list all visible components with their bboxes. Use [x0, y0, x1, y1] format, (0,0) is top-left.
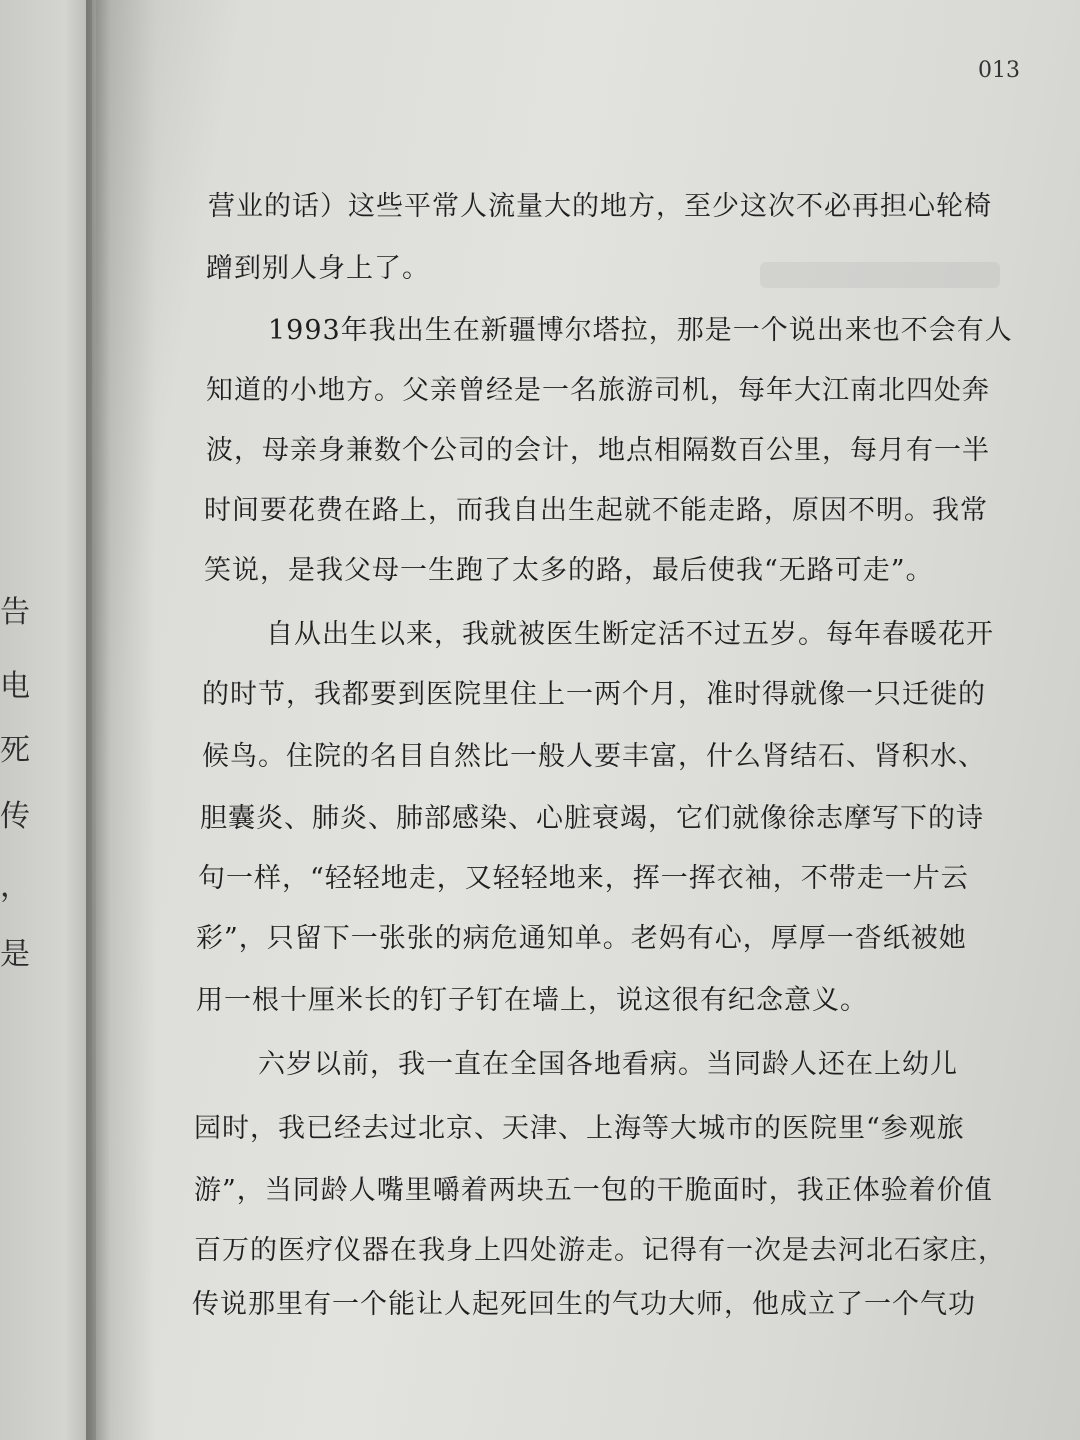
- text-line: 句一样，“轻轻地走，又轻轻地来，挥一挥衣袖，不带走一片云: [198, 863, 969, 894]
- text-line: 传说那里有一个能让人起死回生的气功大师，他成立了一个气功: [192, 1289, 976, 1320]
- left-page-fragment: 传: [0, 799, 30, 834]
- left-page-fragment: ，: [0, 869, 30, 904]
- text-line: 时间要花费在路上，而我自出生起就不能走路，原因不明。我常: [204, 495, 988, 526]
- text-line: 的时节，我都要到医院里住上一两个月，准时得就像一只迁徙的: [202, 679, 986, 710]
- left-page-fragment: 是: [0, 937, 30, 972]
- page-gutter-shadow: [86, 0, 156, 1440]
- paragraph-first-line: 六岁以前，我一直在全国各地看病。当同龄人还在上幼儿: [258, 1049, 958, 1080]
- paragraph-first-line: 1993年我出生在新疆博尔塔拉，那是一个说出来也不会有人: [268, 315, 1013, 346]
- text-line: 彩”，只留下一张张的病危通知单。老妈有心，厚厚一沓纸被她: [196, 923, 967, 954]
- text-line: 用一根十厘米长的钉子钉在墙上，说这很有纪念意义。: [196, 985, 868, 1016]
- text-line: 候鸟。住院的名目自然比一般人要丰富，什么肾结石、肾积水、: [202, 741, 986, 772]
- text-line: 百万的医疗仪器在我身上四处游走。记得有一次是去河北石家庄，: [194, 1235, 1006, 1266]
- text-line: 知道的小地方。父亲曾经是一名旅游司机，每年大江南北四处奔: [206, 375, 990, 406]
- text-line: 蹭到别人身上了。: [206, 253, 430, 284]
- text-line: 波，母亲身兼数个公司的会计，地点相隔数百公里，每月有一半: [206, 435, 990, 466]
- left-page-fragment: 电: [0, 669, 30, 704]
- left-page-fragment: 告: [0, 595, 30, 630]
- text-line: 游”，当同龄人嘴里嚼着两块五一包的干脆面时，我正体验着价值: [194, 1175, 993, 1206]
- left-page: [0, 0, 92, 1440]
- text-line: 园时，我已经去过北京、天津、上海等大城市的医院里“参观旅: [194, 1113, 965, 1144]
- text-line: 胆囊炎、肺炎、肺部感染、心脏衰竭，它们就像徐志摩写下的诗: [200, 803, 984, 834]
- paper-bleed-through: [760, 262, 1000, 288]
- text-line: 营业的话）这些平常人流量大的地方，至少这次不必再担心轮椅: [208, 191, 992, 222]
- page-number: 013: [978, 58, 1020, 83]
- paragraph-first-line: 自从出生以来，我就被医生断定活不过五岁。每年春暖花开: [266, 619, 994, 650]
- left-page-fragment: 死: [0, 733, 30, 768]
- text-line: 笑说，是我父母一生跑了太多的路，最后使我“无路可走”。: [204, 555, 934, 586]
